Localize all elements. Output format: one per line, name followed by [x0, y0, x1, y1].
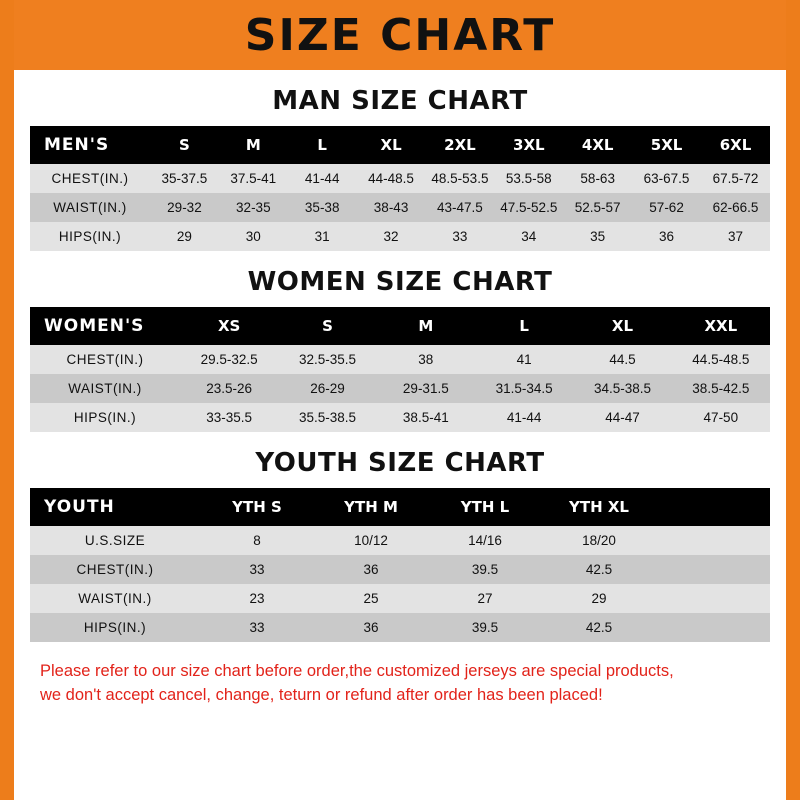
cell: 67.5-72 [701, 164, 770, 193]
cell: 29.5-32.5 [180, 345, 278, 374]
cell: 18/20 [542, 526, 656, 555]
men-col-l: L [288, 126, 357, 164]
cell: 38.5-42.5 [672, 374, 770, 403]
cell: 32 [357, 222, 426, 251]
men-col-4xl: 4XL [563, 126, 632, 164]
men-row-label-chest: CHEST(IN.) [30, 164, 150, 193]
cell: 39.5 [428, 555, 542, 584]
cell: 38-43 [357, 193, 426, 222]
table-row [30, 374, 770, 403]
cell: 36 [314, 555, 428, 584]
table-row [30, 584, 770, 613]
cell: 41-44 [475, 403, 573, 432]
youth-col-l: YTH L [428, 488, 542, 526]
cell: 42.5 [542, 555, 656, 584]
order-policy-note [40, 660, 760, 708]
men-section-title: MAN SIZE CHART [272, 86, 528, 116]
cell: 41 [475, 345, 573, 374]
youth-head-label: YOUTH [30, 488, 200, 526]
women-col-s: S [278, 307, 376, 345]
table-row [30, 613, 770, 642]
cell: 35-38 [288, 193, 357, 222]
table-header-row [30, 488, 770, 526]
cell: 35.5-38.5 [278, 403, 376, 432]
men-col-6xl: 6XL [701, 126, 770, 164]
cell: 30 [219, 222, 288, 251]
cell: 27 [428, 584, 542, 613]
women-head-label: WOMEN'S [30, 307, 180, 345]
cell: 44-47 [573, 403, 671, 432]
women-col-m: M [377, 307, 475, 345]
cell: 37 [701, 222, 770, 251]
cell: 43-47.5 [426, 193, 495, 222]
men-row-label-hips: HIPS(IN.) [30, 222, 150, 251]
page-title: SIZE CHART [244, 9, 556, 61]
cell: 53.5-58 [494, 164, 563, 193]
cell: 33 [200, 613, 314, 642]
men-col-s: S [150, 126, 219, 164]
youth-row-label-hips: HIPS(IN.) [30, 613, 200, 642]
youth-row-label-waist: WAIST(IN.) [30, 584, 200, 613]
cell: 63-67.5 [632, 164, 701, 193]
women-col-xxl: XXL [672, 307, 770, 345]
youth-col-m: YTH M [314, 488, 428, 526]
cell: 38 [377, 345, 475, 374]
cell: 26-29 [278, 374, 376, 403]
women-col-xs: XS [180, 307, 278, 345]
table-row [30, 403, 770, 432]
cell: 38.5-41 [377, 403, 475, 432]
cell-spacer [656, 613, 770, 642]
cell: 36 [314, 613, 428, 642]
cell: 10/12 [314, 526, 428, 555]
cell: 48.5-53.5 [426, 164, 495, 193]
cell-spacer [656, 526, 770, 555]
women-row-label-waist: WAIST(IN.) [30, 374, 180, 403]
youth-col-xl: YTH XL [542, 488, 656, 526]
cell: 32.5-35.5 [278, 345, 376, 374]
cell: 47-50 [672, 403, 770, 432]
men-size-table [30, 126, 770, 251]
table-row [30, 222, 770, 251]
table-row [30, 164, 770, 193]
youth-section-title: YOUTH SIZE CHART [255, 448, 545, 478]
men-col-m: M [219, 126, 288, 164]
cell: 14/16 [428, 526, 542, 555]
cell: 62-66.5 [701, 193, 770, 222]
cell: 36 [632, 222, 701, 251]
men-row-label-waist: WAIST(IN.) [30, 193, 150, 222]
table-row [30, 526, 770, 555]
women-row-label-hips: HIPS(IN.) [30, 403, 180, 432]
cell: 52.5-57 [563, 193, 632, 222]
cell: 23.5-26 [180, 374, 278, 403]
cell: 29 [150, 222, 219, 251]
cell: 35 [563, 222, 632, 251]
cell: 44-48.5 [357, 164, 426, 193]
youth-col-spacer [656, 488, 770, 526]
cell: 31 [288, 222, 357, 251]
men-head-label: MEN'S [30, 126, 150, 164]
cell-spacer [656, 555, 770, 584]
men-col-2xl: 2XL [426, 126, 495, 164]
cell: 34.5-38.5 [573, 374, 671, 403]
cell: 8 [200, 526, 314, 555]
cell: 33 [426, 222, 495, 251]
cell: 34 [494, 222, 563, 251]
table-header-row [30, 126, 770, 164]
youth-row-label-chest: CHEST(IN.) [30, 555, 200, 584]
men-col-3xl: 3XL [494, 126, 563, 164]
cell: 29 [542, 584, 656, 613]
page-banner [0, 0, 800, 70]
cell: 58-63 [563, 164, 632, 193]
cell: 23 [200, 584, 314, 613]
youth-size-table [30, 488, 770, 642]
women-col-xl: XL [573, 307, 671, 345]
cell: 31.5-34.5 [475, 374, 573, 403]
cell-spacer [656, 584, 770, 613]
youth-row-label-ussize: U.S.SIZE [30, 526, 200, 555]
cell: 37.5-41 [219, 164, 288, 193]
cell: 33 [200, 555, 314, 584]
table-row [30, 193, 770, 222]
cell: 57-62 [632, 193, 701, 222]
cell: 44.5 [573, 345, 671, 374]
table-row [30, 555, 770, 584]
cell: 33-35.5 [180, 403, 278, 432]
page-content [14, 86, 786, 708]
cell: 47.5-52.5 [494, 193, 563, 222]
cell: 35-37.5 [150, 164, 219, 193]
table-header-row [30, 307, 770, 345]
women-row-label-chest: CHEST(IN.) [30, 345, 180, 374]
cell: 32-35 [219, 193, 288, 222]
cell: 29-31.5 [377, 374, 475, 403]
cell: 41-44 [288, 164, 357, 193]
women-size-table [30, 307, 770, 432]
men-col-5xl: 5XL [632, 126, 701, 164]
cell: 29-32 [150, 193, 219, 222]
note-line-1: Please refer to our size chart before order,the customized jerseys are special products, [40, 662, 674, 680]
youth-col-s: YTH S [200, 488, 314, 526]
table-row [30, 345, 770, 374]
cell: 44.5-48.5 [672, 345, 770, 374]
note-line-2: we don't accept cancel, change, teturn or refund after order has been placed! [40, 685, 603, 704]
cell: 39.5 [428, 613, 542, 642]
men-col-xl: XL [357, 126, 426, 164]
women-section-title: WOMEN SIZE CHART [247, 267, 553, 297]
women-col-l: L [475, 307, 573, 345]
cell: 42.5 [542, 613, 656, 642]
cell: 25 [314, 584, 428, 613]
